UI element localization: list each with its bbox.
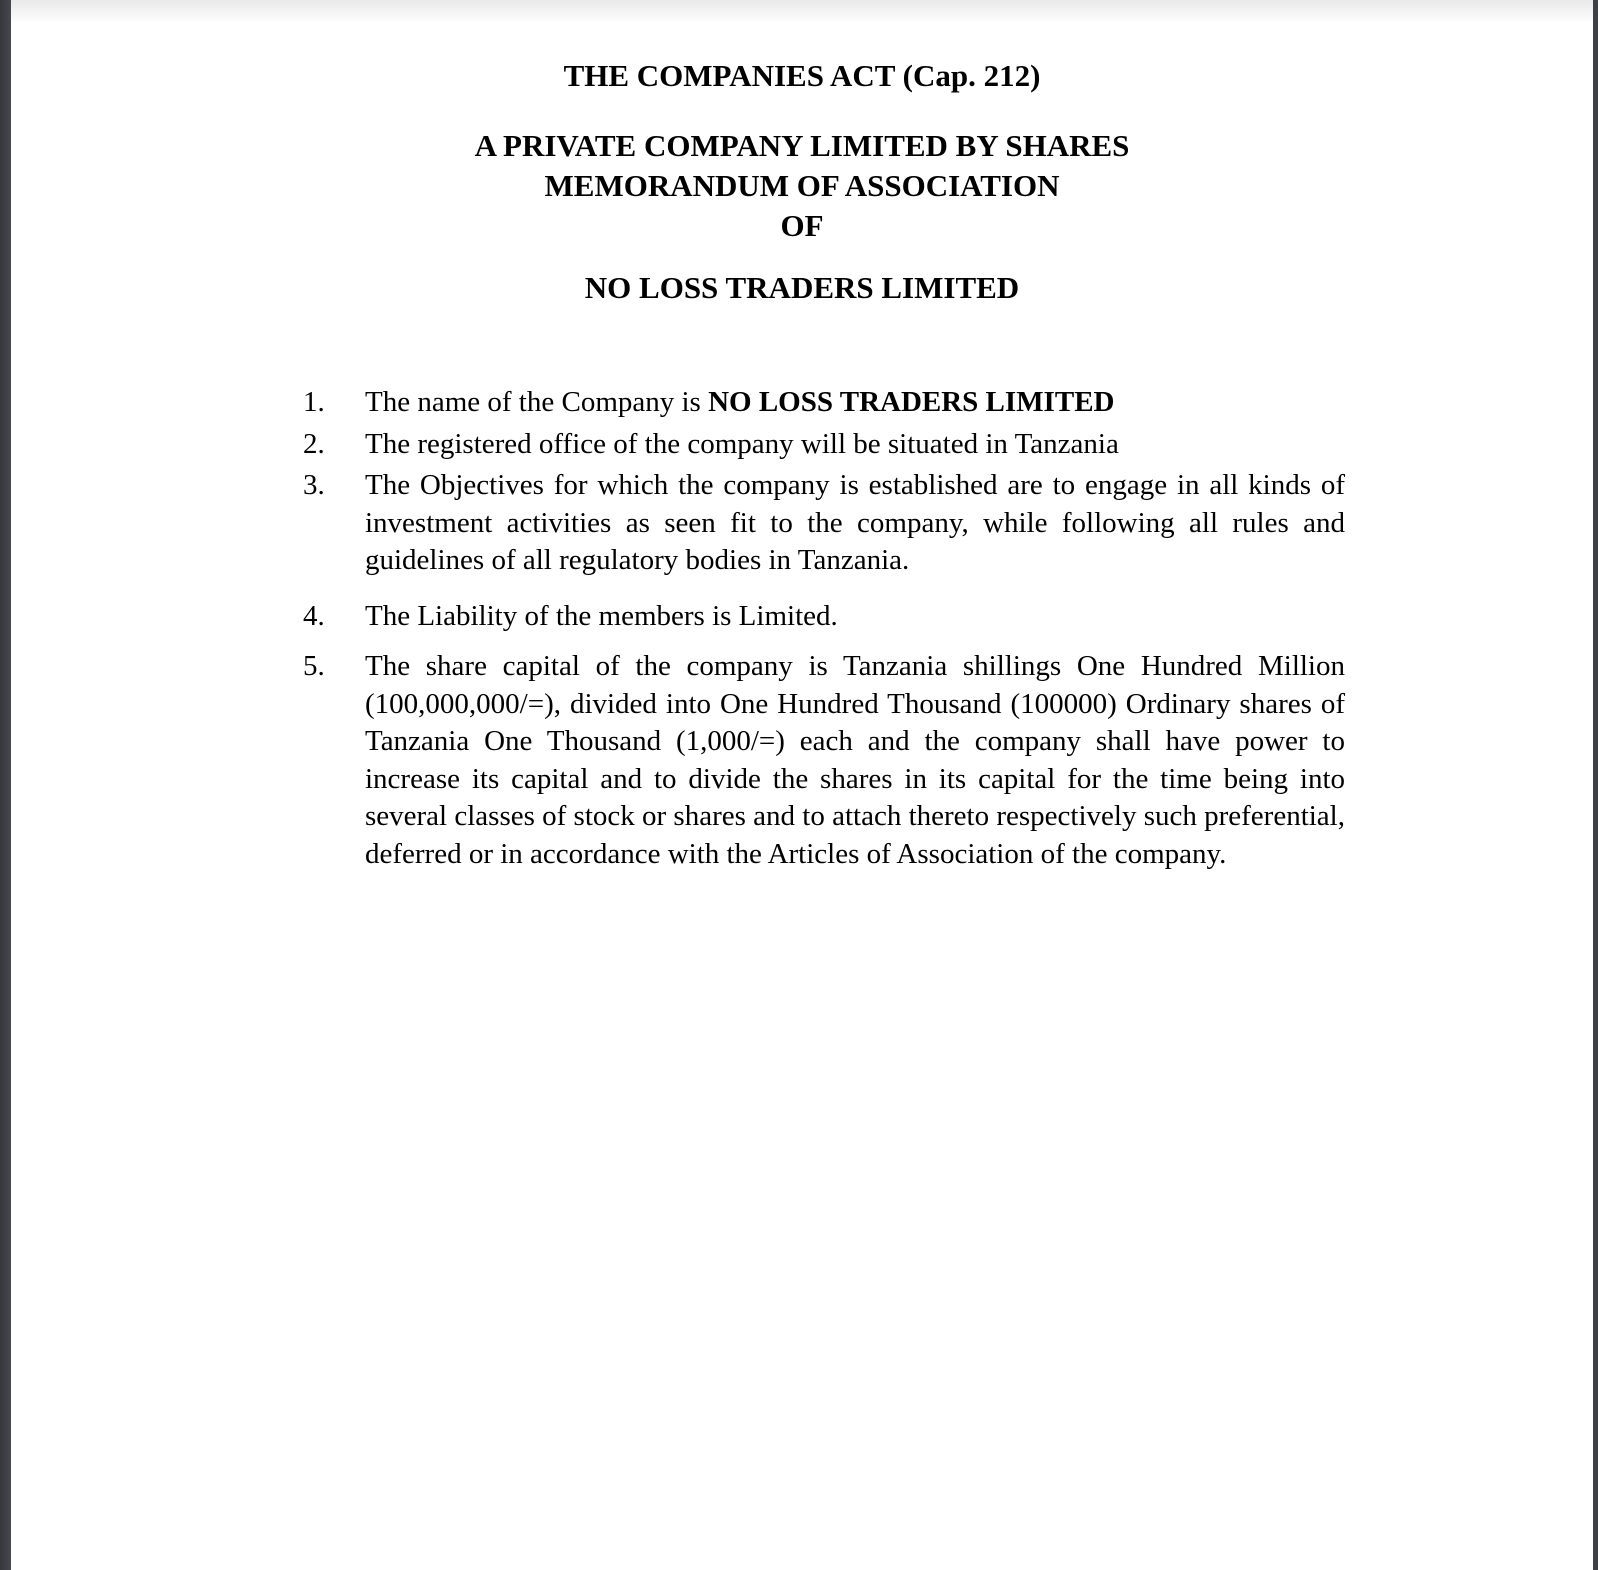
clause-text-bold-company-name: NO LOSS TRADERS LIMITED bbox=[708, 386, 1115, 418]
subtitle-line-memorandum: MEMORANDUM OF ASSOCIATION bbox=[544, 168, 1060, 203]
clause-text: The registered office of the company will be situated in Tanzania bbox=[365, 427, 1119, 460]
subtitle-line-of: OF bbox=[780, 208, 824, 243]
clause-number: 1. bbox=[303, 386, 325, 418]
clause-item-1 bbox=[303, 384, 1345, 422]
company-name: NO LOSS TRADERS LIMITED bbox=[584, 270, 1020, 305]
document-title: THE COMPANIES ACT (Cap. 212) bbox=[563, 58, 1041, 93]
clause-item-5 bbox=[303, 648, 1345, 873]
clause-number: 4. bbox=[303, 599, 325, 632]
clauses-list bbox=[303, 384, 1345, 873]
right-edge-strip bbox=[1593, 0, 1598, 1570]
clause-number: 5. bbox=[303, 650, 325, 682]
memorandum-document bbox=[11, 0, 1593, 873]
document-subtitle-group bbox=[11, 126, 1593, 246]
clause-text: The Liability of the members is Limited. bbox=[365, 599, 838, 632]
clause-number: 2. bbox=[303, 427, 325, 460]
clause-text bbox=[365, 384, 1345, 422]
clause-text: The share capital of the company is Tanzania shillings One Hundred Million (100,000,000/=), divided into One Hundred Thousand (100000) Ordinary shares of Tanzania One Thousand (1,000/=) each and the company shall have power to increase its capital and to divide the shares in its capital for the time being into several classes of stock or shares and to attach thereto respectively such preferential, deferred or in accordance with the Articles of Association of the company. bbox=[365, 650, 1345, 870]
clause-text-regular: The name of the Company is bbox=[365, 386, 709, 418]
clause-item-2 bbox=[303, 426, 1345, 464]
document-page bbox=[11, 0, 1593, 1570]
clause-number: 3. bbox=[303, 469, 325, 501]
clause-item-3 bbox=[303, 467, 1345, 580]
subtitle-line-company-type: A PRIVATE COMPANY LIMITED BY SHARES bbox=[474, 128, 1130, 163]
clause-item-4 bbox=[303, 598, 1345, 636]
left-edge-strip bbox=[0, 0, 11, 1570]
clause-text: The Objectives for which the company is established are to engage in all kinds of investment activities as seen fit to the company, while following all rules and guidelines of all regulatory bodies in Tanzania. bbox=[365, 469, 1345, 576]
